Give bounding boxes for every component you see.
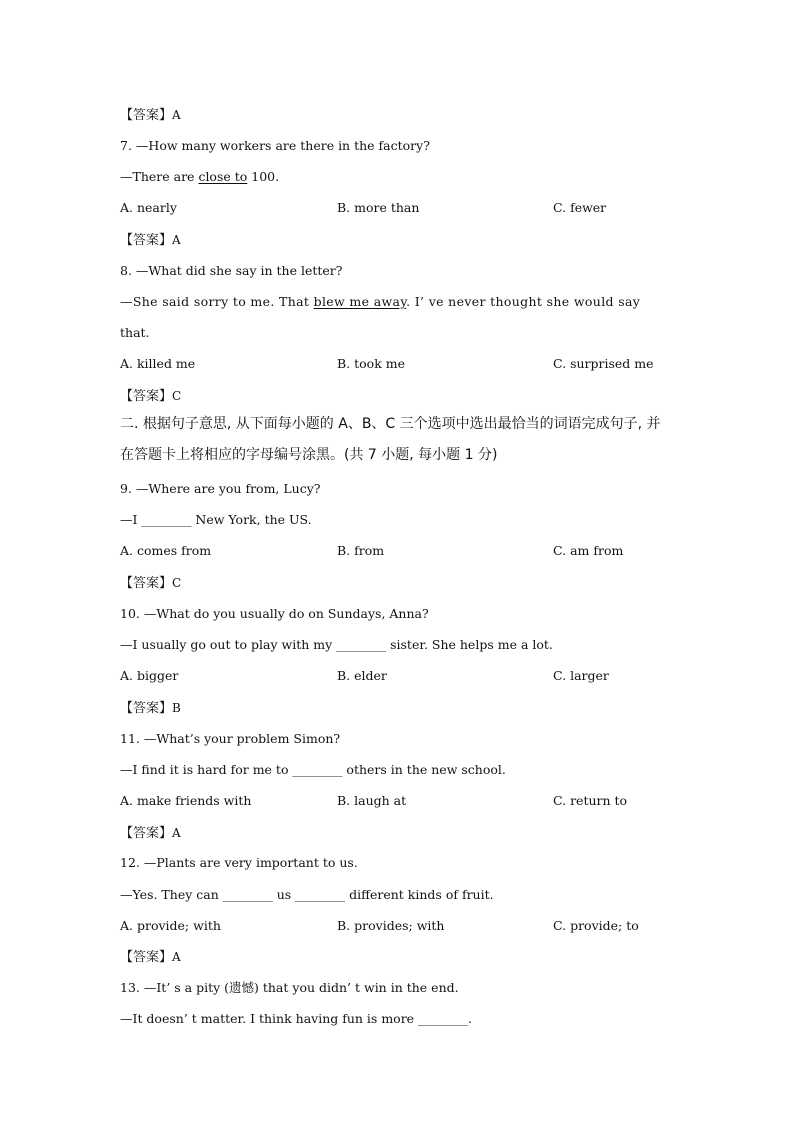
question-7 xyxy=(120,138,430,153)
question-11: 11. —What’s your problem Simon? xyxy=(120,731,341,746)
option-a: A. provide; with xyxy=(120,918,221,933)
answer-value: A xyxy=(172,108,181,122)
answer-label: 【答案】 xyxy=(120,701,173,716)
option-a: A. nearly xyxy=(120,200,177,215)
option-b: B. from xyxy=(337,543,385,558)
option-b: B. provides; with xyxy=(337,918,445,933)
answer-line xyxy=(120,229,181,248)
question-7-reply xyxy=(120,169,279,184)
section-instruction-line: 二. 根据句子意思, 从下面每小题的 A、B、C 三个选项中选出最恰当的词语完成句子, 并 xyxy=(120,416,661,432)
option-c: C. provide; to xyxy=(553,918,639,933)
answer-label: 【答案】 xyxy=(120,233,173,248)
answer-line xyxy=(120,946,181,965)
option-c: C. larger xyxy=(553,668,609,683)
underlined-phrase: blew me away xyxy=(313,294,407,309)
option-a: A. killed me xyxy=(120,356,196,371)
answer-label: 【答案】 xyxy=(120,108,173,123)
option-b: B. laugh at xyxy=(337,793,407,808)
question-13: 13. —It’ s a pity (遗憾) that you didn’ t win in the end. xyxy=(120,980,459,995)
option-c: C. surprised me xyxy=(553,356,654,371)
answer-value: A xyxy=(172,950,181,964)
answer-value: C xyxy=(172,576,182,590)
answer-label: 【答案】 xyxy=(120,950,173,965)
answer-line xyxy=(120,697,181,716)
option-b: B. took me xyxy=(337,356,406,371)
reply-text-end: 100. xyxy=(247,169,280,184)
option-c: C. am from xyxy=(553,543,624,558)
option-a: A. comes from xyxy=(120,543,212,558)
question-text: —What did she say in the letter? xyxy=(135,263,343,278)
question-number: 7. xyxy=(120,138,132,153)
option-b: B. elder xyxy=(337,668,387,683)
question-10: 10. —What do you usually do on Sundays, Anna? xyxy=(120,606,429,621)
option-a: A. make friends with xyxy=(120,793,252,808)
answer-label: 【答案】 xyxy=(120,389,173,404)
question-9-reply: —I ________ New York, the US. xyxy=(120,512,312,527)
reply-text: —She said sorry to me. That xyxy=(120,294,314,309)
question-9: 9. —Where are you from, Lucy? xyxy=(120,481,321,496)
answer-line xyxy=(120,104,181,123)
question-8-reply xyxy=(120,294,640,309)
question-12: 12. —Plants are very important to us. xyxy=(120,855,358,870)
answer-value: A xyxy=(172,233,181,247)
answer-line xyxy=(120,572,181,591)
option-a: A. bigger xyxy=(120,668,179,683)
underlined-phrase: close to xyxy=(198,169,248,184)
question-11-reply: —I find it is hard for me to ________ others in the new school. xyxy=(120,762,506,777)
answer-value: B xyxy=(172,701,181,715)
reply-text-end: . I’ ve never thought she would say xyxy=(406,294,641,309)
question-8 xyxy=(120,263,342,278)
answer-label: 【答案】 xyxy=(120,576,173,591)
reply-text: —There are xyxy=(120,169,199,184)
answer-line xyxy=(120,822,181,841)
section-instruction-line: 在答题卡上将相应的字母编号涂黑。(共 7 小题, 每小题 1 分) xyxy=(120,447,498,463)
answer-line xyxy=(120,385,181,404)
question-10-reply: —I usually go out to play with my ________ sister. She helps me a lot. xyxy=(120,637,553,652)
question-text: —How many workers are there in the factory? xyxy=(135,138,430,153)
question-12-reply: —Yes. They can ________ us ________ different kinds of fruit. xyxy=(120,887,494,902)
option-c: C. return to xyxy=(553,793,628,808)
answer-value: A xyxy=(172,826,181,840)
option-c: C. fewer xyxy=(553,200,607,215)
reply-continuation: that. xyxy=(120,325,150,340)
answer-label: 【答案】 xyxy=(120,826,173,841)
question-number: 8. xyxy=(120,263,132,278)
question-13-reply: —It doesn’ t matter. I think having fun is more ________. xyxy=(120,1011,473,1026)
answer-value: C xyxy=(172,389,182,403)
option-b: B. more than xyxy=(337,200,420,215)
section-2-instructions xyxy=(120,409,680,471)
